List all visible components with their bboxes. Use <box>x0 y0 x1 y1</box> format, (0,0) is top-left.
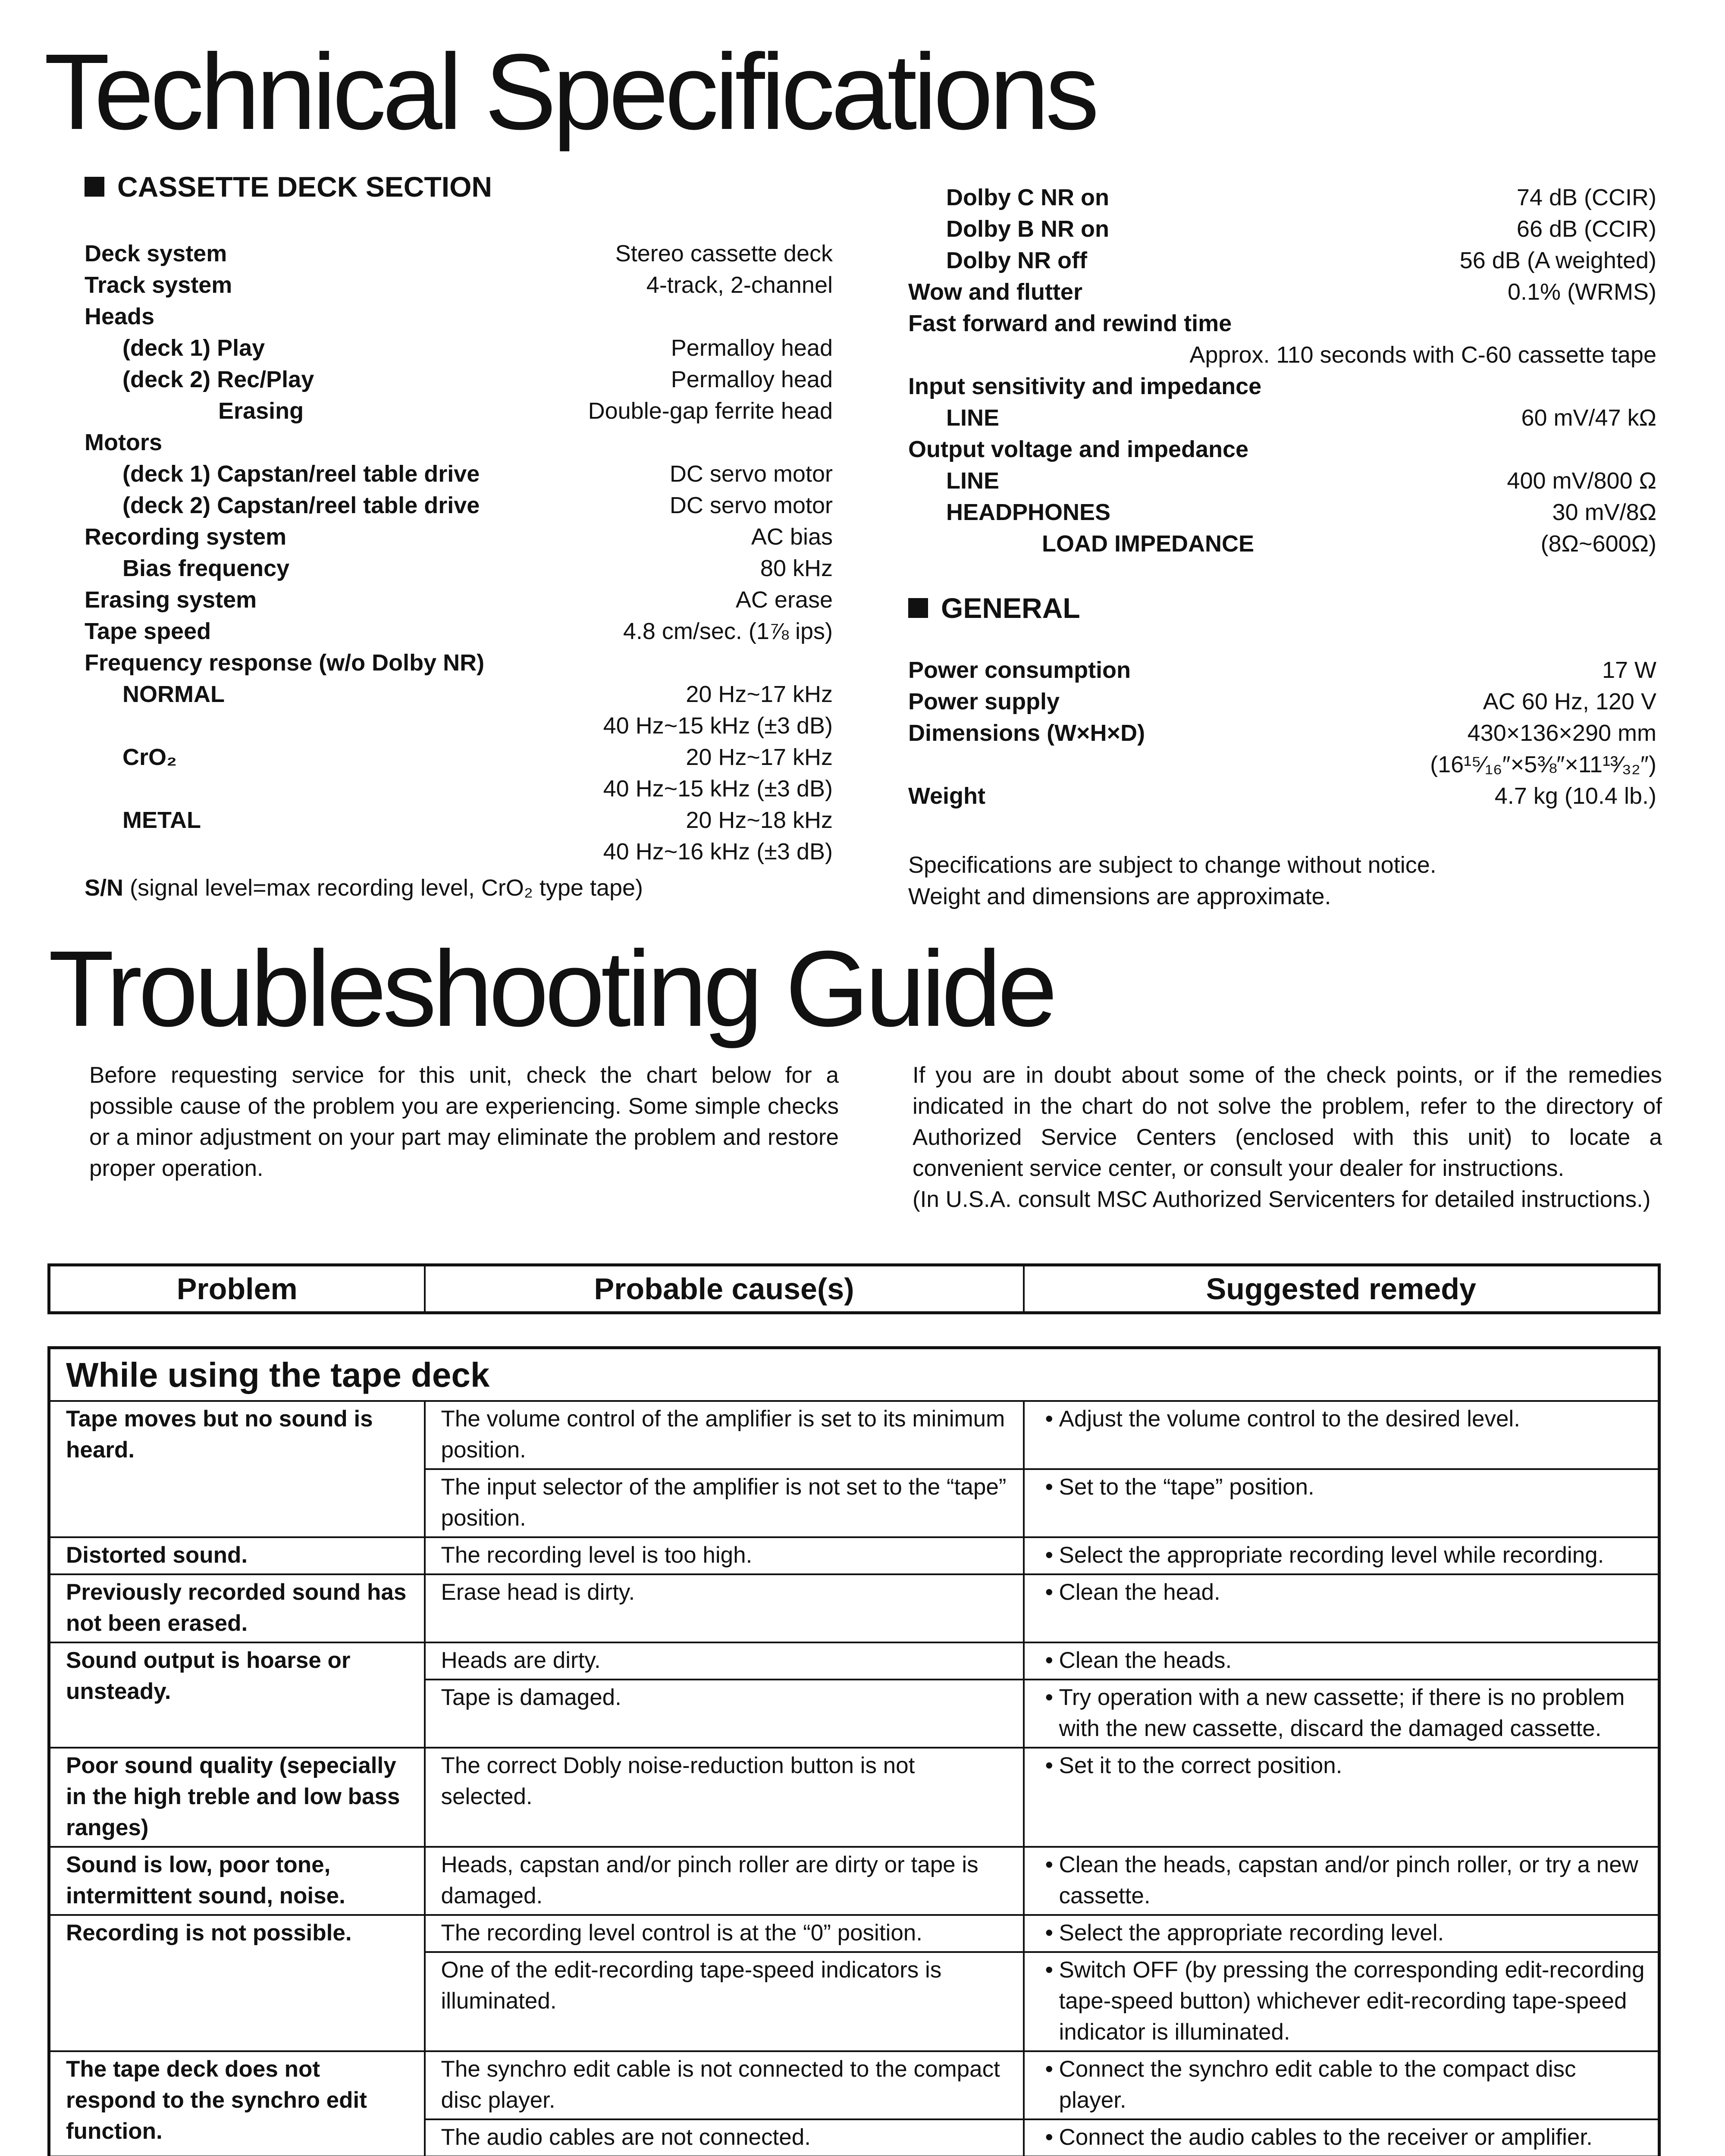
header-remedy: Suggested remedy <box>1024 1265 1659 1313</box>
spec-label: Dolby B NR on <box>946 216 1109 242</box>
remedy-cell <box>1024 1952 1659 2051</box>
remedy-text: Connect the audio cables to the receiver or amplifier. <box>1059 2125 1593 2150</box>
bullet-icon: • <box>1045 1648 1054 1673</box>
spec-row <box>85 805 833 836</box>
table-row <box>49 1401 1659 1469</box>
problem-cell: Sound output is hoarse or unsteady. <box>49 1642 425 1748</box>
spec-label: Bias frequency <box>122 555 290 581</box>
spec-row <box>85 584 833 616</box>
cause-cell: Tape is damaged. <box>425 1680 1024 1748</box>
spec-label: METAL <box>122 807 201 833</box>
spec-label: Input sensitivity and impedance <box>908 373 1262 399</box>
cassette-spec-list <box>85 238 833 868</box>
problem-cell: The tape deck does not respond to the synchro edit function. <box>49 2051 425 2156</box>
spec-label: Heads <box>85 304 155 329</box>
spec-value: 4-track, 2-channel <box>646 272 833 298</box>
problem-cell: Tape moves but no sound is heard. <box>49 1401 425 1537</box>
remedy-cell <box>1024 1915 1659 1952</box>
problem-cell: Sound is low, poor tone, intermittent sound, noise. <box>49 1847 425 1915</box>
remedy-text: Clean the heads, capstan and/or pinch roller, or try a new cassette. <box>1059 1852 1638 1908</box>
spec-label: Erasing <box>218 398 304 424</box>
problem-cell: Previously recorded sound has not been erased. <box>49 1574 425 1642</box>
right-spec-list <box>908 182 1656 560</box>
spec-row <box>85 270 833 301</box>
remedy-text: Clean the heads. <box>1059 1648 1232 1673</box>
cause-cell: The synchro edit cable is not connected to the compact disc player. <box>425 2051 1024 2119</box>
spec-row <box>908 686 1656 718</box>
cause-cell: The recording level control is at the “0” position. <box>425 1915 1024 1952</box>
spec-value: 20 Hz~17 kHz <box>686 744 833 770</box>
spec-row <box>85 301 833 332</box>
spec-value: Stereo cassette deck <box>615 241 833 266</box>
spec-value: AC bias <box>751 524 833 550</box>
square-bullet-icon <box>908 598 928 618</box>
bullet-icon: • <box>1045 1406 1054 1432</box>
spec-value: Permalloy head <box>671 367 833 392</box>
spec-label: CrO₂ <box>122 744 177 770</box>
spec-label: Wow and flutter <box>908 279 1082 305</box>
remedy-text: Try operation with a new cassette; if there is no problem with the new cassette, discard the damaged cassette. <box>1059 1685 1625 1741</box>
spec-row <box>908 718 1656 749</box>
remedy-text: Select the appropriate recording level. <box>1059 1920 1444 1946</box>
spec-row <box>85 836 833 868</box>
problem-cell: Poor sound quality (sepecially in the high treble and low bass ranges) <box>49 1748 425 1847</box>
intro-right <box>913 1060 1662 1215</box>
spec-value: (8Ω~600Ω) <box>1540 531 1656 557</box>
spec-label: Power consumption <box>908 657 1131 683</box>
spec-row <box>85 773 833 805</box>
spec-row <box>908 465 1656 497</box>
cassette-heading-text: CASSETTE DECK SECTION <box>117 171 492 203</box>
spec-row <box>85 427 833 458</box>
spec-value: 17 W <box>1602 657 1656 683</box>
spec-label: Track system <box>85 272 232 298</box>
sn-note: (signal level=max recording level, CrO₂ type tape) <box>130 875 643 901</box>
spec-value: 4.7 kg (10.4 lb.) <box>1494 783 1656 809</box>
spec-label: Recording system <box>85 524 287 550</box>
bullet-icon: • <box>1045 1852 1054 1877</box>
spec-row <box>908 245 1656 276</box>
table-row <box>49 1847 1659 1915</box>
spec-value: 66 dB (CCIR) <box>1516 216 1656 242</box>
spec-value: Approx. 110 seconds with C-60 cassette tape <box>1189 342 1656 368</box>
remedy-cell <box>1024 1469 1659 1537</box>
bullet-icon: • <box>1045 2056 1054 2082</box>
spec-row <box>908 780 1656 812</box>
spec-label: (deck 1) Play <box>122 335 265 361</box>
cassette-section-heading <box>85 170 492 203</box>
intro-right-text: If you are in doubt about some of the check points, or if the remedies indicated in the chart do not solve the problem, refer to the directory of Authorized Service Centers (enclosed with this unit) to locate a convenient service center, or consult your dealer for instructions. <box>913 1062 1662 1181</box>
spec-value: 56 dB (A weighted) <box>1459 248 1656 273</box>
bullet-icon: • <box>1045 1753 1054 1778</box>
spec-value: 20 Hz~18 kHz <box>686 807 833 833</box>
cause-cell: Heads are dirty. <box>425 1642 1024 1680</box>
spec-value: 400 mV/800 Ω <box>1507 468 1656 494</box>
spec-row <box>908 528 1656 560</box>
spec-row <box>908 497 1656 528</box>
remedy-cell <box>1024 1680 1659 1748</box>
spec-row <box>908 182 1656 213</box>
table-row <box>49 1642 1659 1680</box>
spec-label: Frequency response (w/o Dolby NR) <box>85 650 485 676</box>
spec-row <box>85 364 833 395</box>
intro-right-usa: (In U.S.A. consult MSC Authorized Servicenters for detailed instructions.) <box>913 1187 1651 1212</box>
remedy-cell <box>1024 1847 1659 1915</box>
remedy-cell <box>1024 1642 1659 1680</box>
spec-row <box>85 458 833 490</box>
spec-value: (16¹⁵⁄₁₆″×5⅜″×11¹³⁄₃₂″) <box>1430 752 1656 777</box>
spec-row <box>908 308 1656 339</box>
spec-value: 20 Hz~17 kHz <box>686 681 833 707</box>
spec-label: Fast forward and rewind time <box>908 310 1232 336</box>
cause-cell: The audio cables are not connected. <box>425 2119 1024 2156</box>
spec-label: Erasing system <box>85 587 257 613</box>
cause-cell: One of the edit-recording tape-speed indicators is illuminated. <box>425 1952 1024 2051</box>
bullet-icon: • <box>1045 1920 1054 1946</box>
table-row <box>49 2051 1659 2119</box>
general-spec-list <box>908 655 1656 812</box>
intro-left: Before requesting service for this unit, check the chart below for a possible cause of the problem you are experiencing. Some simple checks or a minor adjustment on your part may eliminate the problem and restore proper operation. <box>89 1062 839 1181</box>
cause-cell: Erase head is dirty. <box>425 1574 1024 1642</box>
spec-label: LINE <box>946 405 1000 431</box>
remedy-text: Set it to the correct position. <box>1059 1753 1342 1778</box>
bullet-icon: • <box>1045 1685 1054 1710</box>
spec-value: Double-gap ferrite head <box>588 398 833 424</box>
table-row <box>49 1748 1659 1847</box>
sn-label: S/N <box>85 875 124 901</box>
spec-row <box>908 276 1656 308</box>
cause-cell: The volume control of the amplifier is set to its minimum position. <box>425 1401 1024 1469</box>
spec-value: DC servo motor <box>669 461 833 487</box>
spec-label: Power supply <box>908 689 1060 714</box>
remedy-text: Adjust the volume control to the desired level. <box>1059 1406 1520 1432</box>
header-cause: Probable cause(s) <box>425 1265 1024 1313</box>
spec-value: 430×136×290 mm <box>1467 720 1656 746</box>
table-row <box>49 1574 1659 1642</box>
remedy-cell <box>1024 1537 1659 1574</box>
spec-value: 40 Hz~15 kHz (±3 dB) <box>603 776 833 802</box>
spec-label: Tape speed <box>85 618 211 644</box>
spec-label: (deck 2) Capstan/reel table drive <box>122 492 480 518</box>
spec-row <box>908 749 1656 780</box>
spec-row <box>908 434 1656 465</box>
general-notes <box>908 849 1436 912</box>
sn-line <box>85 872 643 904</box>
spec-row <box>85 616 833 647</box>
spec-change-note: Specifications are subject to change without notice. <box>908 852 1436 878</box>
remedy-cell <box>1024 2119 1659 2156</box>
spec-value: AC 60 Hz, 120 V <box>1483 689 1656 714</box>
spec-row <box>85 647 833 679</box>
remedy-cell <box>1024 2051 1659 2119</box>
spec-label: LINE <box>946 468 1000 494</box>
spec-value: 74 dB (CCIR) <box>1516 185 1656 210</box>
group-heading: While using the tape deck <box>49 1348 1659 1401</box>
remedy-cell <box>1024 1748 1659 1847</box>
spec-row <box>85 521 833 553</box>
header-problem: Problem <box>176 1272 298 1306</box>
cause-cell: The input selector of the amplifier is not set to the “tape” position. <box>425 1469 1024 1537</box>
spec-label: HEADPHONES <box>946 499 1111 525</box>
spec-row <box>85 395 833 427</box>
bullet-icon: • <box>1045 1474 1054 1500</box>
problem-cell: Recording is not possible. <box>49 1915 425 2051</box>
spec-label: LOAD IMPEDANCE <box>1042 531 1255 557</box>
specs-title: Technical Specifications <box>44 31 1096 152</box>
square-bullet-icon <box>85 177 104 197</box>
spec-value: 80 kHz <box>760 555 833 581</box>
spec-label: NORMAL <box>122 681 225 707</box>
spec-label: Dolby NR off <box>946 248 1087 273</box>
remedy-text: Select the appropriate recording level while recording. <box>1059 1542 1604 1568</box>
bullet-icon: • <box>1045 1579 1054 1605</box>
table-header <box>47 1263 1661 1314</box>
remedy-cell <box>1024 1574 1659 1642</box>
spec-label: (deck 2) Rec/Play <box>122 367 314 392</box>
troubleshooting-table <box>47 1346 1661 2156</box>
cause-cell: Heads, capstan and/or pinch roller are dirty or tape is damaged. <box>425 1847 1024 1915</box>
spec-value: Permalloy head <box>671 335 833 361</box>
bullet-icon: • <box>1045 1957 1054 1983</box>
spec-row <box>85 710 833 742</box>
remedy-text: Switch OFF (by pressing the corresponding edit-recording tape-speed button) whichever edit-recording tape-speed indicator is illuminated. <box>1059 1957 1645 2045</box>
spec-label: Dimensions (W×H×D) <box>908 720 1145 746</box>
spec-label: Motors <box>85 429 162 455</box>
spec-label: Weight <box>908 783 985 809</box>
spec-row <box>908 371 1656 402</box>
bullet-icon: • <box>1045 2125 1054 2150</box>
spec-row <box>85 490 833 521</box>
general-section-heading <box>908 592 1080 624</box>
spec-value: 60 mV/47 kΩ <box>1521 405 1656 431</box>
general-heading-text: GENERAL <box>941 592 1080 624</box>
spec-value: 0.1% (WRMS) <box>1507 279 1656 305</box>
spec-value: 40 Hz~16 kHz (±3 dB) <box>603 839 833 865</box>
table-row <box>49 1537 1659 1574</box>
spec-row <box>85 742 833 773</box>
table-row <box>49 1915 1659 1952</box>
spec-label: Output voltage and impedance <box>908 436 1249 462</box>
spec-value: AC erase <box>735 587 833 613</box>
cause-cell: The recording level is too high. <box>425 1537 1024 1574</box>
remedy-text: Clean the head. <box>1059 1579 1220 1605</box>
bullet-icon: • <box>1045 1542 1054 1568</box>
spec-row <box>85 679 833 710</box>
remedy-text: Connect the synchro edit cable to the compact disc player. <box>1059 2056 1576 2113</box>
spec-row <box>908 339 1656 371</box>
spec-row <box>908 655 1656 686</box>
spec-row <box>85 332 833 364</box>
spec-row <box>908 402 1656 434</box>
spec-label: Dolby C NR on <box>946 185 1109 210</box>
spec-label: Deck system <box>85 241 227 266</box>
spec-value: DC servo motor <box>669 492 833 518</box>
approx-note: Weight and dimensions are approximate. <box>908 884 1331 909</box>
spec-row <box>85 553 833 584</box>
spec-value: 4.8 cm/sec. (1⅞ ips) <box>623 618 833 644</box>
spec-label: (deck 1) Capstan/reel table drive <box>122 461 480 487</box>
spec-row <box>85 238 833 270</box>
spec-row <box>908 213 1656 245</box>
remedy-cell <box>1024 1401 1659 1469</box>
spec-value: 30 mV/8Ω <box>1552 499 1656 525</box>
cause-cell: The correct Dobly noise-reduction button is not selected. <box>425 1748 1024 1847</box>
remedy-text: Set to the “tape” position. <box>1059 1474 1314 1500</box>
spec-value: 40 Hz~15 kHz (±3 dB) <box>603 713 833 739</box>
troubleshooting-title: Troubleshooting Guide <box>48 928 1054 1049</box>
problem-cell: Distorted sound. <box>49 1537 425 1574</box>
